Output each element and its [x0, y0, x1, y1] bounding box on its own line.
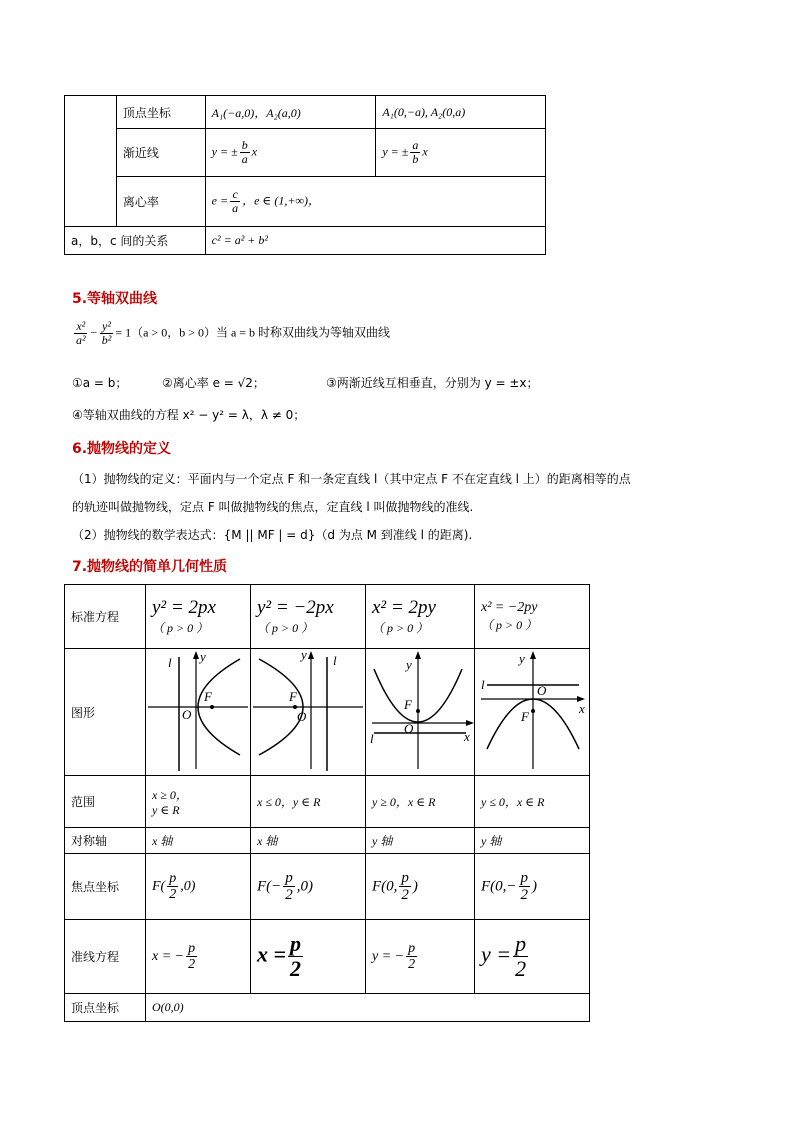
relation-value: c² = a² + b²	[205, 227, 545, 255]
range-label: 范围	[65, 776, 146, 828]
std-eq-2: y² = −2px （ p > 0 ）	[251, 585, 366, 649]
asymptote-value-2: y = ± $\frac{a}{b}$ x	[376, 129, 546, 177]
directrix-3: y = − $\frac{p}{2}$	[366, 920, 475, 994]
fig4-y: y	[519, 651, 525, 666]
fig3-y: y	[406, 657, 412, 672]
axis-4: y 轴	[475, 828, 590, 854]
axis-3: y 轴	[366, 828, 475, 854]
blank-cell	[65, 96, 117, 227]
fig3-F: F	[404, 697, 412, 712]
std-eq-1: y² = 2px （ p > 0 ）	[146, 585, 251, 649]
section6-title: 6.抛物线的定义	[72, 441, 172, 457]
fig4-F: F	[521, 709, 529, 724]
range-2: x ≤ 0，y ∈ R	[251, 776, 366, 828]
axis-1: x 轴	[146, 828, 251, 854]
section5-equation-line: $\frac{\text{x²}}{\text{a²}}$ − $\frac{\text{y²}}{\text{b²}}$ = 1（a > 0，b > 0）当 a = b 时称双曲线为等轴双曲线	[76, 319, 391, 348]
eccentricity-value: e = $\frac{c}{a}$ ，e ∈ (1,+∞)，	[205, 177, 545, 227]
vertex-value-1: A₁(−a,0)，A₂(a,0)	[205, 96, 376, 129]
fig2-F: F	[289, 689, 297, 704]
section5-item2: ②离心率 e = √2；	[162, 376, 265, 390]
eccentricity-label: 离心率	[116, 177, 205, 227]
relation-label: a，b，c 间的关系	[65, 227, 206, 255]
figure-up	[366, 649, 475, 776]
fig1-F: F	[204, 689, 212, 704]
fig2-y: y	[301, 649, 307, 662]
section5-item4: ④等轴双曲线的方程 x² − y² = λ，λ ≠ 0；	[72, 408, 306, 422]
figure-left	[251, 649, 366, 776]
directrix-label: 准线方程	[65, 920, 146, 994]
axis-2: x 轴	[251, 828, 366, 854]
vertex-label: 顶点坐标	[116, 96, 205, 129]
section6-p2: （2）抛物线的数学表达式：{M || MF | = d}（d 为点 M 到准线 l 的距离).	[72, 528, 473, 542]
fig3-x: x	[464, 729, 470, 744]
fig-label: 图形	[65, 649, 146, 776]
focus-4: F(0,− $\frac{p}{2}$ )	[475, 854, 590, 920]
focus-label: 焦点坐标	[65, 854, 146, 920]
vertex-value-2: A₁(0,−a), A₂(0,a)	[376, 96, 546, 129]
fig1-O: O	[182, 707, 192, 722]
focus-3: F(0, $\frac{p}{2}$ )	[366, 854, 475, 920]
asymptote-label: 渐近线	[116, 129, 205, 177]
range-3: y ≥ 0，x ∈ R	[366, 776, 475, 828]
std-eq-3: x² = 2py （ p > 0 ）	[366, 585, 475, 649]
vertex-coord-value: O(0,0)	[146, 994, 590, 1022]
section6-p1-line2: 的轨迹叫做抛物线，定点 F 叫做抛物线的焦点，定直线 l 叫做抛物线的准线.	[72, 500, 474, 514]
fig4-l: l	[481, 677, 485, 692]
fig2-l: l	[333, 653, 337, 668]
axis-label: 对称轴	[65, 828, 146, 854]
std-eq-4: x² = −2py （ p > 0 ）	[475, 585, 590, 649]
fig3-O: O	[404, 721, 414, 736]
section5-item1: ①a = b；	[72, 376, 128, 390]
fig4-x: x	[579, 701, 585, 716]
section5-title: 5.等轴双曲线	[72, 291, 158, 307]
section5-item3: ③两渐近线互相垂直，分别为 y = ±x；	[326, 376, 539, 390]
fig4-O: O	[537, 683, 547, 698]
fig2-O: O	[297, 709, 307, 724]
fig1-y: y	[200, 649, 206, 664]
fig3-l: l	[370, 731, 374, 746]
vertex-coord-label: 顶点坐标	[65, 994, 146, 1022]
section7-title: 7.抛物线的简单几何性质	[72, 559, 228, 575]
directrix-2: x = $\frac{p}{2}$	[251, 920, 366, 994]
asymptote-value-1: y = ± $\frac{b}{a}$ x	[205, 129, 376, 177]
figure-down	[475, 649, 590, 776]
std-eq-label: 标准方程	[65, 585, 146, 649]
hyperbola-table	[64, 95, 546, 255]
focus-2: F(− $\frac{p}{2}$ ,0)	[251, 854, 366, 920]
figure-right	[146, 649, 251, 776]
section6-p1-line1: （1）抛物线的定义：平面内与一个定点 F 和一条定直线 l（其中定点 F 不在定直线 l 上）的距离相等的点	[72, 472, 631, 486]
parabola-table	[64, 584, 590, 1022]
focus-1: F( $\frac{p}{2}$ ,0)	[146, 854, 251, 920]
range-4: y ≤ 0，x ∈ R	[475, 776, 590, 828]
directrix-1: x = − $\frac{p}{2}$	[146, 920, 251, 994]
fig1-l: l	[168, 655, 172, 670]
range-1: x ≥ 0， y ∈ R	[146, 776, 251, 828]
directrix-4: y = $\frac{p}{2}$	[475, 920, 590, 994]
